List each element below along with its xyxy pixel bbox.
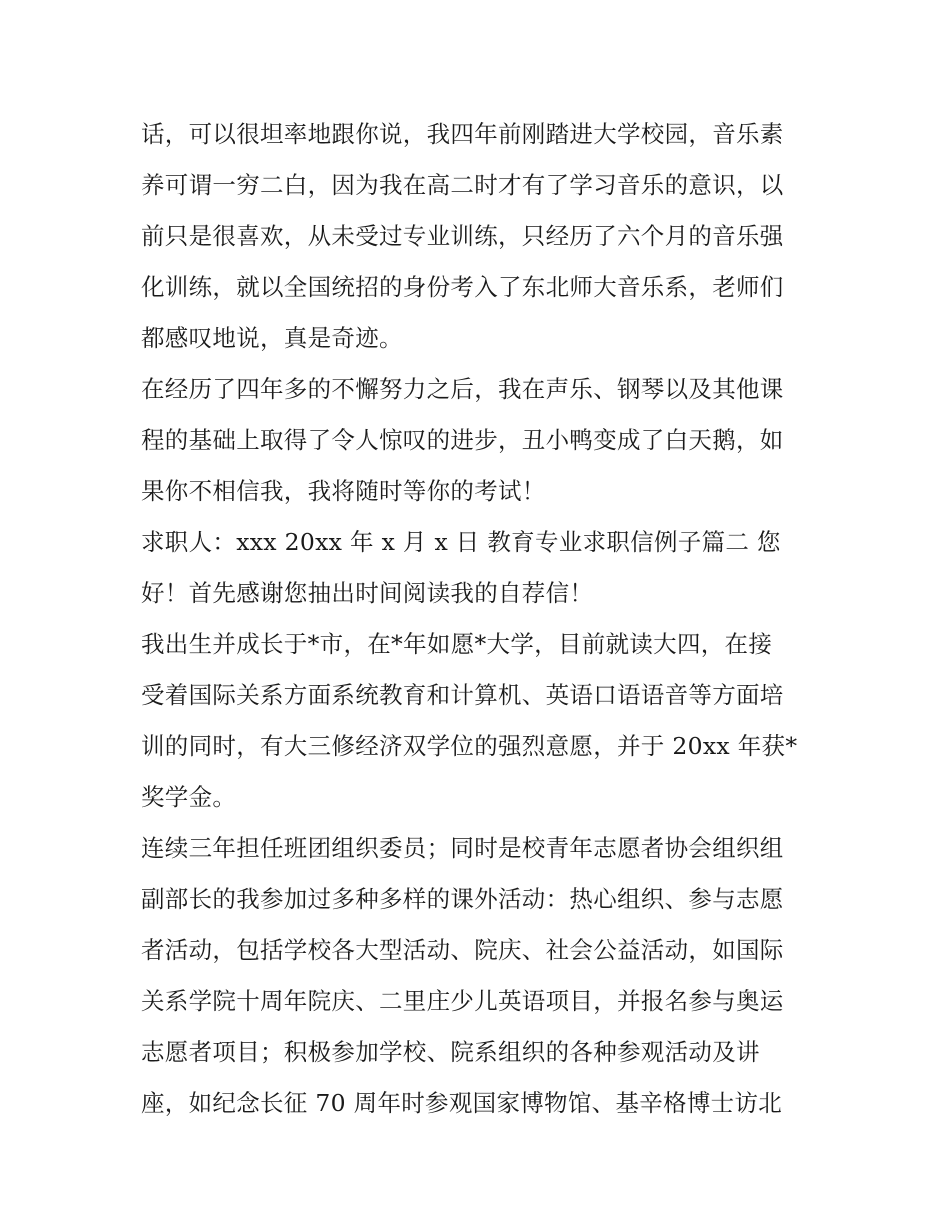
text-line: 求职人：xxx 20xx 年 x 月 x 日 教育专业求职信例子篇二 您 [141, 528, 781, 556]
text-line: 座，如纪念长征 70 周年时参观国家博物馆、基辛格博士访北 [141, 1089, 783, 1117]
text-line: 化训练，就以全国统招的身份考入了东北师大音乐系，老师们 [141, 273, 784, 301]
text-line: 关系学院十周年院庆、二里庄少儿英语项目，并报名参与奥运 [141, 987, 784, 1015]
text-line: 好！首先感谢您抽出时间阅读我的自荐信！ [141, 579, 594, 607]
text-line: 果你不相信我，我将随时等你的考试！ [141, 477, 546, 505]
text-line: 话，可以很坦率地跟你说，我四年前刚踏进大学校园，音乐素 [141, 120, 784, 148]
document-body [141, 109, 831, 1129]
text-line: 程的基础上取得了令人惊叹的进步，丑小鸭变成了白天鹅，如 [141, 426, 784, 454]
text-line: 养可谓一穷二白，因为我在高二时才有了学习音乐的意识，以 [141, 171, 784, 199]
text-line: 前只是很喜欢，从未受过专业训练，只经历了六个月的音乐强 [141, 222, 784, 250]
text-line: 我出生并成长于*市，在*年如愿*大学，目前就读大四，在接 [141, 630, 773, 658]
text-line: 副部长的我参加过多种多样的课外活动：热心组织、参与志愿 [141, 885, 784, 913]
text-line: 受着国际关系方面系统教育和计算机、英语口语语音等方面培 [141, 681, 784, 709]
text-line: 奖学金。 [141, 783, 237, 811]
text-line: 志愿者项目；积极参加学校、院系组织的各种参观活动及讲 [141, 1038, 760, 1066]
text-line: 连续三年担任班团组织委员；同时是校青年志愿者协会组织组 [141, 834, 784, 862]
text-line: 都感叹地说，真是奇迹。 [141, 324, 403, 352]
text-line: 在经历了四年多的不懈努力之后，我在声乐、钢琴以及其他课 [141, 375, 784, 403]
text-line: 者活动，包括学校各大型活动、院庆、社会公益活动，如国际 [141, 936, 784, 964]
text-line: 训的同时，有大三修经济双学位的强烈意愿，并于 20xx 年获* [141, 732, 798, 760]
